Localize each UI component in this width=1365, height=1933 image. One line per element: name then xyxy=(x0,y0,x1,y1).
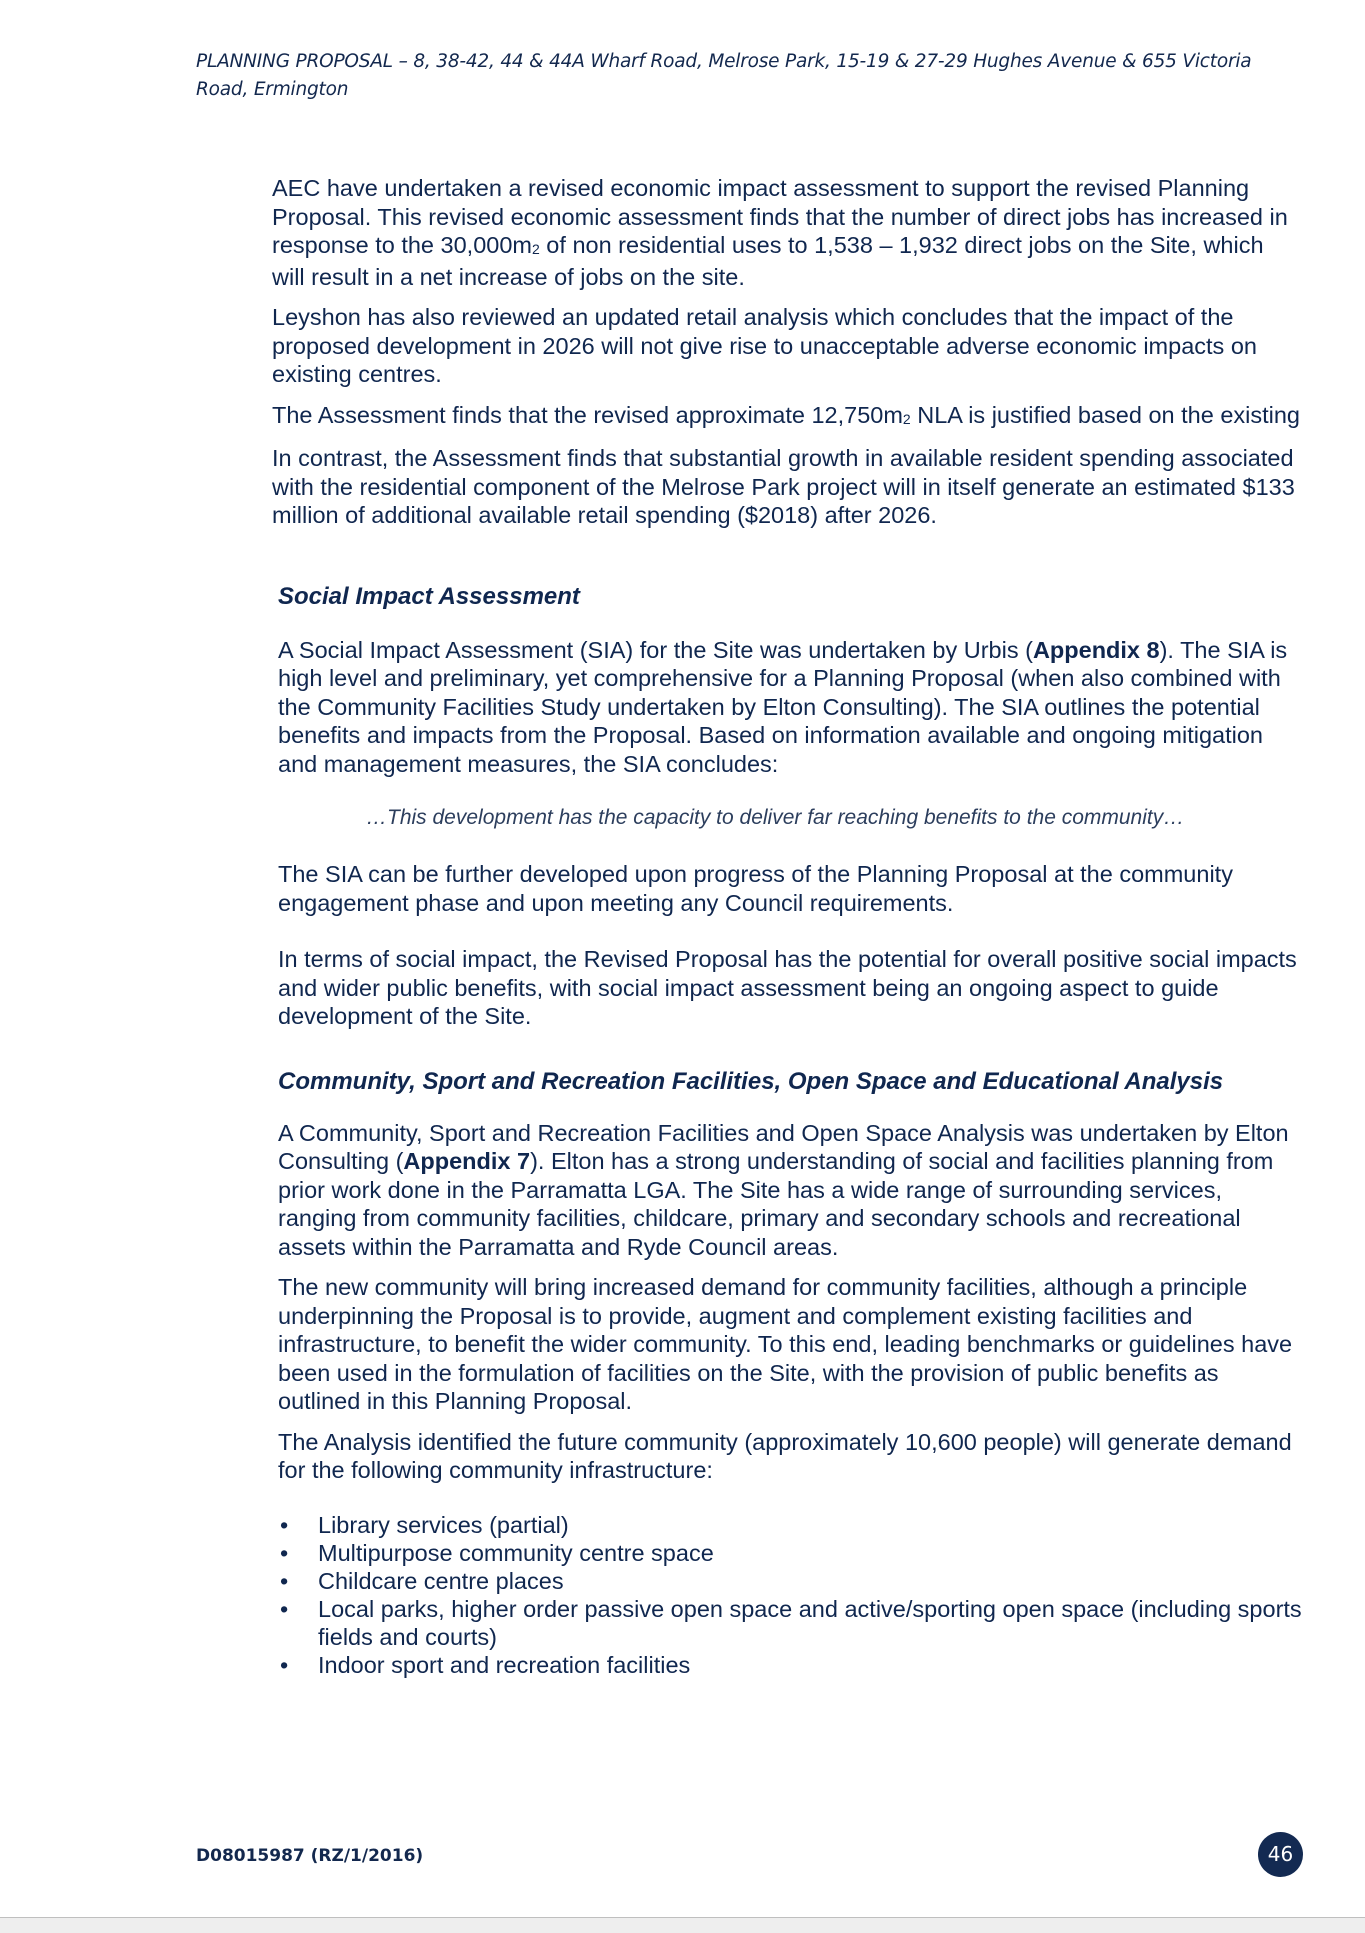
economic-section xyxy=(272,174,1302,530)
list-item-text: Indoor sport and recreation facilities xyxy=(318,1651,691,1678)
bullet-icon: • xyxy=(280,1567,289,1594)
social-heading: Social Impact Assessment xyxy=(278,582,580,610)
page-bottom-edge xyxy=(0,1917,1365,1933)
economic-paragraph-4: In contrast, the Assessment finds that substantial growth in available resident spending associated with the residential component of the Melrose Park project will in itself generate an estimated $133 million of additional available retail spending ($2018) after 2026. xyxy=(272,445,1295,528)
text-span: of non residential uses to 1,538 – 1,932 direct jobs on the Site, which will result in a net increase of jobs on the site. xyxy=(272,232,1264,290)
text-span: The Assessment finds that the revised approximate 12,750m xyxy=(272,401,903,428)
superscript: 2 xyxy=(531,241,540,257)
superscript: 2 xyxy=(902,410,911,427)
bullet-icon: • xyxy=(280,1651,289,1678)
community-paragraph-3: The Analysis identified the future community (approximately 10,600 people) will generate demand for the following community infrastructure: xyxy=(278,1428,1292,1483)
social-paragraph-3: In terms of social impact, the Revised Proposal has the potential for overall positive social impacts and wider public benefits, with social impact assessment being an ongoing aspect to guide development of the Site. xyxy=(278,946,1297,1029)
infrastructure-list xyxy=(278,1511,1302,1679)
list-item-text: Multipurpose community centre space xyxy=(318,1539,714,1566)
appendix-reference: Appendix 7 xyxy=(403,1148,531,1174)
community-paragraph-2: The new community will bring increased demand for community facilities, although a principle underpinning the Proposal is to provide, augment and complement existing facilities and infrastructure, to benefit the wider community. To this end, leading benchmarks or guidelines have been used in the formulation of facilities on the Site, with the provision of public benefits as outlined in this Planning Proposal. xyxy=(278,1274,1293,1414)
social-paragraph-1 xyxy=(278,636,1302,779)
list-item xyxy=(278,1511,1302,1539)
list-item-text: Local parks, higher order passive open space and active/sporting open space (including sports fields and courts) xyxy=(318,1595,1302,1650)
bullet-icon: • xyxy=(280,1595,289,1622)
page-body xyxy=(272,174,1302,1679)
text-span: NLA is justified based on the existing xyxy=(910,401,1301,428)
social-quote: …This development has the capacity to deliver far reaching benefits to the community… xyxy=(366,806,1185,829)
text-span: ). Elton has a strong understanding of social and facilities planning from prior work done in the Parramatta LGA. The Site has a wide range of surrounding services, ranging from community facilities, childcare, primary and secondary schools and recreational assets within the Parramatta and Ryde Council areas. xyxy=(278,1148,1274,1260)
list-item-text: Childcare centre places xyxy=(318,1567,564,1594)
bullet-icon: • xyxy=(280,1539,289,1566)
bullet-icon: • xyxy=(280,1511,289,1538)
economic-paragraph-3 xyxy=(272,401,1302,433)
text-span: ). The SIA is high level and preliminary, yet comprehensive for a Planning Proposal (when also combined with the Community Facilities Study undertaken by Elton Consulting). The SIA outlines the potential benefits and impacts from the Proposal. Based on information available and ongoing mitigation and management measures, the SIA concludes: xyxy=(278,636,1288,777)
document-code: D08015987 (RZ/1/2016) xyxy=(196,1846,424,1866)
running-header: PLANNING PROPOSAL – 8, 38-42, 44 & 44A Wharf Road, Melrose Park, 15-19 & 27-29 Hughes Avenue & 655 Victoria Road, Ermington xyxy=(196,51,1252,100)
community-section xyxy=(272,1067,1302,1679)
list-item xyxy=(278,1539,1302,1567)
text-span: AEC have undertaken a revised economic impact assessment to support the revised Planning Proposal. This revised economic assessment finds that the number of direct jobs has increased in response to the 30,000m xyxy=(272,175,1288,258)
economic-paragraph-1 xyxy=(272,174,1302,291)
economic-paragraph-2: Leyshon has also reviewed an updated retail analysis which concludes that the impact of the proposed development in 2026 will not give rise to unacceptable adverse economic impacts on existing centres. xyxy=(272,304,1257,387)
list-item xyxy=(278,1567,1302,1595)
list-item-text: Library services (partial) xyxy=(318,1511,569,1538)
appendix-reference: Appendix 8 xyxy=(1032,636,1160,663)
community-heading: Community, Sport and Recreation Facilities, Open Space and Educational Analysis xyxy=(278,1067,1224,1095)
social-paragraph-2: The SIA can be further developed upon progress of the Planning Proposal at the community engagement phase and upon meeting any Council requirements. xyxy=(278,861,1233,916)
page-number-badge: 46 xyxy=(1258,1832,1303,1877)
text-span: A Social Impact Assessment (SIA) for the Site was undertaken by Urbis ( xyxy=(278,636,1033,663)
list-item xyxy=(278,1651,1302,1679)
social-section xyxy=(272,582,1302,1031)
text-span: A Community, Sport and Recreation Facilities and Open Space Analysis was undertaken by Elton Consulting ( xyxy=(278,1119,1289,1174)
community-paragraph-1 xyxy=(278,1119,1302,1262)
list-item xyxy=(278,1595,1302,1651)
